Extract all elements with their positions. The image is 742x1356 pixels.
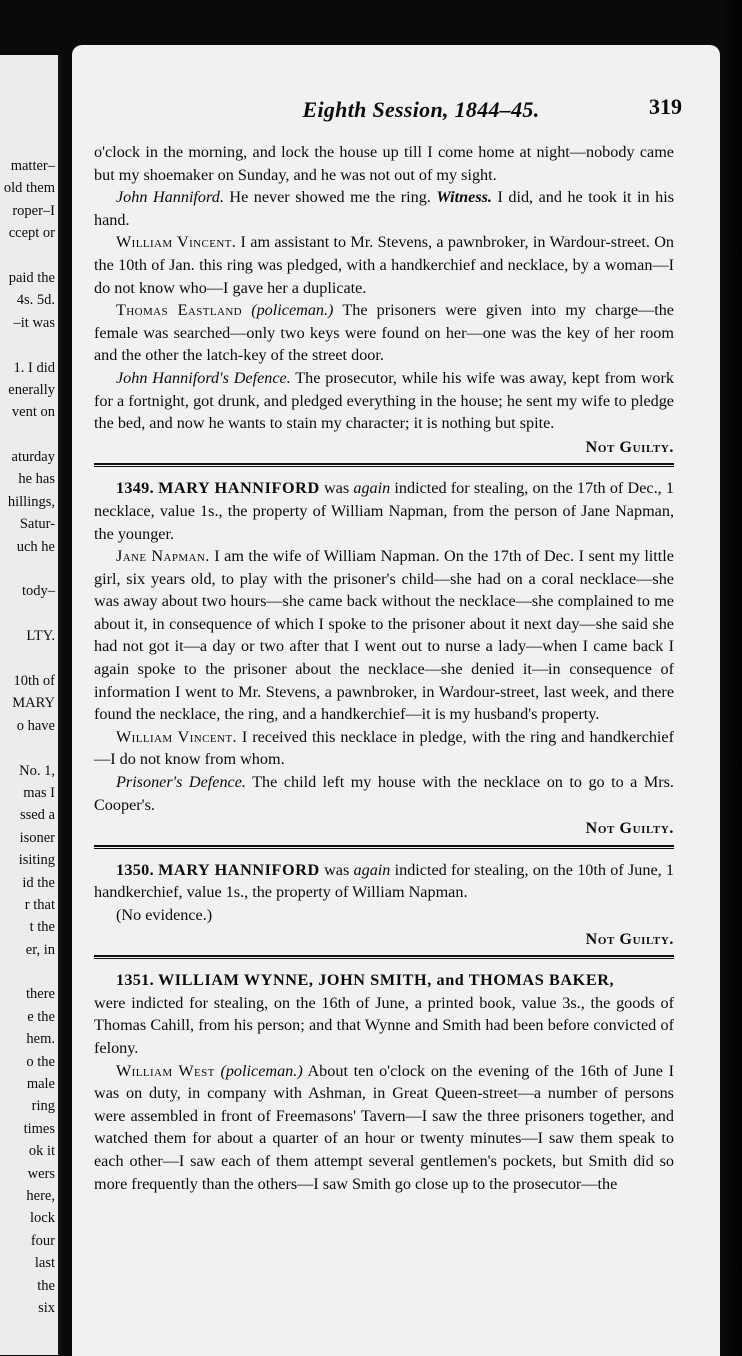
speaker-name: William West [116,1061,215,1080]
testimony-text: He never showed me the ring. [223,188,437,207]
charge-text: indicted for stealing, on the 10th of June, 1 handkerchief, value 1s., the property of William Napman. [94,860,675,902]
previous-page-fragment: old them [3,180,55,197]
page-number: 319 [649,94,682,119]
defence-paragraph [94,771,674,816]
previous-page-fragment: 1. I did [13,359,55,376]
heading-connector: was [319,860,354,879]
case-divider [94,463,674,465]
previous-page-fragment: there [26,986,55,1003]
defence-label: Prisoner's Defence. [116,773,246,792]
previous-page-fragment: ring [31,1098,55,1115]
case-number: 1351. [116,971,154,990]
speaker-name: Jane Napman. [116,547,210,566]
continuation-paragraph: o'clock in the morning, and lock the house up till I come home at night—nobody came but my shoemaker on Sunday, and he was not out of my sight. [94,143,674,184]
previous-page-fragment: ssed a [19,807,55,824]
speaker-name: William Vincent. [116,727,237,746]
defence-text: The child left my house with the necklace on to go to a Mrs. Cooper's. [94,773,674,814]
testimony-text: I am assistant to Mr. Stevens, a pawnbroker, in Wardour-street. On the 10th of Jan. this ring was pledged, with a handkerchief and necklace, by a woman—I do not know who—I gave her a duplicate. [94,233,674,297]
previous-page-fragment: isiting [18,852,55,869]
defence-label: John Hanniford's Defence. [116,368,291,387]
previous-page-edge [0,55,61,1355]
previous-page-fragment: uch he [16,538,55,555]
previous-page-fragment: o have [16,717,55,734]
previous-page-fragment: the [37,1277,55,1294]
previous-page-fragment: No. 1, [19,762,55,779]
previous-page-fragment [0,961,58,983]
case-divider [94,955,674,957]
running-head: Eighth Session, 1844–45. [302,97,540,122]
previous-page-fragment: 10th of [13,672,55,689]
defence-paragraph [94,367,674,435]
testimony-text: About ten o'clock on the evening of the 16th of June I was on duty, in company with Ashman, in Great Queen-street—a number of persons were assembled in front of Freemasons' Tavern—I saw the three prisoners together, and watched them for about a quarter of an hour or twenty minutes—I saw them speak to each other—I saw each of them attempt several gentlemen's pockets, but Smith did so more frequently than the others—I saw Smith go close up to the prosecutor—the [94,1061,674,1193]
previous-page-fragment: r that [24,896,55,913]
testimony-paragraph [94,1060,674,1196]
testimony-paragraph [94,726,674,771]
case-number: 1350. [116,860,154,879]
previous-page-fragment: times [23,1120,55,1137]
previous-page-fragment: he has [18,471,55,488]
charge-paragraph: were indicted for stealing, on the 16th of June, a printed book, value 3s., the goods of Thomas Cahill, from his person; and that Wynne and Smith had been before convicted of felony. [94,993,674,1057]
previous-page-fragment: isoner [19,829,55,846]
previous-page-fragment: vent on [11,404,55,421]
defence-text: The prosecutor, while his wife was away, kept from work for a fortnight, got drunk, and pledged everything in the house; he sent my wife to pledge the bed, and now he wants to stain my character; it is nothing but spite. [94,368,674,433]
previous-page-fragment: o the [26,1053,55,1070]
previous-page-fragment [0,245,58,267]
previous-page-fragment: lock [30,1210,55,1227]
case-heading [94,477,674,545]
previous-page-fragment: MARY [12,695,55,712]
verdict: Not Guilty. [585,930,674,948]
previous-page-fragment [0,334,58,356]
previous-page-fragment: mas I [23,784,55,801]
testimony-text: I am the wife of William Napman. On the 17th of Dec. I sent my little girl, six years old, to play with the prisoner's child—she had on a coral necklace—she was away about two hours—she came back without the necklace—she complained to me about it, in consequence of which I spoke to the prisoner about it next day—she said she had not got it—a day or two after that I went out to nurse a lady—when I came back I again spoke to the prisoner about the necklace—she denied it—in consequence of information I went to Mr. Stevens, a pawnbroker, in Wardour-street, last week, and there found the necklace, the ring, and a handkerchief—it is my husband's property. [94,547,674,724]
previous-page-fragment: t the [29,919,55,936]
defendant-names: WILLIAM WYNNE, JOHN SMITH, and THOMAS BAKER, [157,971,615,990]
previous-page-fragment: ccept or [8,225,55,242]
previous-page-fragment: here, [26,1187,55,1204]
previous-page-fragment: four [30,1232,55,1249]
previous-page-fragment: enerally [8,381,55,398]
previous-page-fragment: male [26,1076,55,1093]
previous-page-text-fragments [0,155,58,1319]
previous-page-fragment [0,558,58,580]
testimony-paragraph [94,231,674,299]
previous-page-fragment: wers [27,1165,55,1182]
case-number: 1349. [116,479,154,498]
testimony-text: I did, and he took it in his hand. [94,188,675,229]
testimony-text: The prisoners were given into my charge—the female was searched—only two keys were found on her—one was the key of her room and the other the latch-key of the street door. [94,301,674,365]
case-heading [94,859,674,904]
speaker-name: Thomas Eastland [116,301,243,320]
case-divider-thin [94,958,674,959]
speaker-name: John Hanniford. [116,188,224,207]
previous-page-fragment [0,648,58,670]
speaker-role: (policeman.) [242,301,334,320]
previous-page-fragment: id the [22,874,55,891]
testimony-text: I received this necklace in pledge, with the ring and handkerchief—I do not know from whom. [94,727,674,769]
again-word: again [353,479,391,498]
previous-page-fragment: last [34,1255,55,1272]
case-heading [94,969,674,992]
previous-page-fragment [0,737,58,759]
previous-page-fragment: Satur- [19,516,55,533]
heading-connector: was [319,479,354,498]
speaker-name: William Vincent. [116,233,237,252]
defendant-name: MARY HANNIFORD [158,479,320,498]
previous-page-fragment: matter– [10,158,55,174]
page-header [72,94,720,127]
defendant-name: MARY HANNIFORD [158,860,320,879]
charge-text: indicted for stealing, on the 17th of Dec., 1 necklace, value 1s., the property of William Napman, from the person of Jane Napman, the younger. [94,479,674,543]
previous-page-fragment [0,424,58,446]
verdict: Not Guilty. [585,438,674,456]
previous-page-fragment: tody– [21,583,55,600]
no-evidence-note: (No evidence.) [116,906,213,924]
testimony-paragraph [94,299,674,367]
book-page [72,45,720,1356]
case-divider-thin [94,848,674,849]
testimony-paragraph [94,545,674,726]
previous-page-fragment: aturday [11,449,55,466]
previous-page-fragment: er, in [25,941,55,958]
previous-page-fragment: paid the [8,269,55,286]
previous-page-fragment: –it was [13,314,55,331]
page-edge-shadow [720,0,742,1356]
previous-page-fragment: ok it [28,1143,55,1160]
previous-page-fragment: LTY. [26,628,55,645]
previous-page-fragment: hillings, [7,493,55,510]
previous-page-fragment: hem. [26,1031,55,1048]
previous-page-fragment: 4s. 5d. [16,292,55,309]
speaker-label: Witness. [436,188,492,207]
testimony-paragraph [94,186,674,231]
speaker-role: (policeman.) [214,1061,303,1080]
again-word: again [353,860,391,879]
page-body [94,141,674,1195]
case-divider-thin [94,466,674,467]
previous-page-fragment [0,603,58,625]
case-divider [94,845,674,847]
verdict: Not Guilty. [585,820,674,838]
previous-page-fragment: six [38,1299,55,1316]
previous-page-fragment: roper–I [12,202,55,219]
previous-page-fragment: e the [27,1008,55,1025]
